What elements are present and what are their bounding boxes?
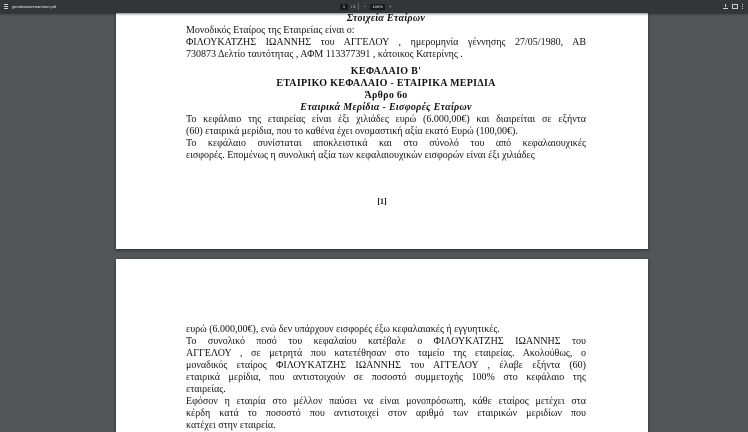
paragraph-line: ΦΙΛΟΥΚΑΤΖΗΣ ΙΩΑΝΝΗΣ του ΑΓΓΕΛΟΥ , ημερομηνία γέννησης 27/05/1980, ΑΒ xyxy=(186,37,586,48)
paragraph-line: εταιρείας. xyxy=(186,384,226,395)
file-name: gemikoseurenarmion.pdf xyxy=(12,4,57,9)
paragraph-line: Το κεφάλαιο συνίσταται αποκλειστικά και στο σύνολό του από κεφαλαιουχικές xyxy=(186,138,586,149)
zoom-out-button[interactable]: − xyxy=(363,4,367,9)
download-icon[interactable] xyxy=(723,4,728,9)
zoom-input[interactable]: 100% xyxy=(372,3,383,9)
menu-icon[interactable] xyxy=(2,0,10,13)
paragraph-line: Εφόσον η εταιρία στο μέλλον παύσει να είναι μονοπρόσωπη, κάθε εταίρος μετέχει στα xyxy=(186,396,586,407)
chapter-heading: ΚΕΦΑΛΑΙΟ Β' xyxy=(350,66,422,77)
page-controls xyxy=(340,0,393,13)
page-2-text xyxy=(186,324,586,432)
paragraph-line: ευρώ (6.000,00€), ενώ δεν υπάρχουν εισφορές έξω κεφαλαιακές ή εγγυητικές. xyxy=(186,324,500,335)
page-total: / 2 xyxy=(351,4,356,9)
paragraph-line: Μονοδικός Εταίρος της Εταιρείας είναι ο: xyxy=(186,25,355,36)
toolbar-actions xyxy=(723,0,745,13)
paragraph-line: μοναδικός εταίρος ΦΙΛΟΥΚΑΤΖΗΣ ΙΩΑΝΝΗΣ του ΑΓΓΕΛΟΥ , έλαβε εξήντα (60) xyxy=(186,360,586,371)
paragraph-line: Το κεφάλαιο της εταιρείας είναι έξι χιλιάδες ευρώ (6.000,00€) και διαιρείται σε εξήντα xyxy=(186,114,586,125)
page-number-input[interactable]: 1 xyxy=(340,4,348,10)
section-heading-partners: Στοιχεία Εταίρων xyxy=(346,13,426,24)
paragraph-line: 730873 Δελτίο ταυτότητας , ΑΦΜ 113377391 , κάτοικος Κατερίνης . xyxy=(186,49,463,60)
more-options-icon[interactable] xyxy=(742,6,743,7)
paragraph-line: (60) εταιρικά μερίδια, που το καθένα έχει ονομαστική αξία εκατό Ευρώ (100,00€). xyxy=(186,126,518,137)
article-title: Εταιρικά Μερίδια - Εισφορές Εταίρων xyxy=(300,102,472,113)
page-1-text xyxy=(186,13,586,162)
paragraph-line: κατέχει στην εταιρεία. xyxy=(186,420,276,431)
zoom-in-button[interactable]: + xyxy=(389,4,392,9)
paragraph-line: Το συνολικό ποσό του κεφαλαίου κατέβαλε ο ΦΙΛΟΥΚΑΤΖΗΣ ΙΩΑΝΝΗΣ του xyxy=(186,336,586,347)
toolbar-divider xyxy=(358,3,359,10)
article-heading: Άρθρο 6ο xyxy=(364,90,408,101)
chapter-title: ΕΤΑΙΡΙΚΟ ΚΕΦΑΛΑΙΟ - ΕΤΑΙΡΙΚΑ ΜΕΡΙΔΙΑ xyxy=(276,78,496,89)
pdf-page-2 xyxy=(116,259,648,432)
pdf-page-1 xyxy=(116,0,648,249)
print-icon[interactable] xyxy=(732,4,738,9)
paragraph-line: εισφορές. Επομένως η συνολική αξία των κεφαλαιουχικών εισφορών είναι έξι χιλιάδες xyxy=(186,150,535,161)
paragraph-line: ΑΓΓΕΛΟΥ , σε μετρητά που κατετέθησαν στο ταμείο της εταιρείας. Ακολούθως, ο xyxy=(186,348,586,359)
pdf-toolbar xyxy=(0,0,748,13)
page-number-label: [1] xyxy=(377,197,387,206)
paragraph-line: κέρδη κατά το ποσοστό που αντιστοιχεί στον αριθμό των εταιρικών μεριδίων που xyxy=(186,408,586,419)
paragraph-line: εταιρικά μερίδια, που αντιστοιχούν σε ποσοστό συμμετοχής 100% στο κεφάλαιο της xyxy=(186,372,586,383)
